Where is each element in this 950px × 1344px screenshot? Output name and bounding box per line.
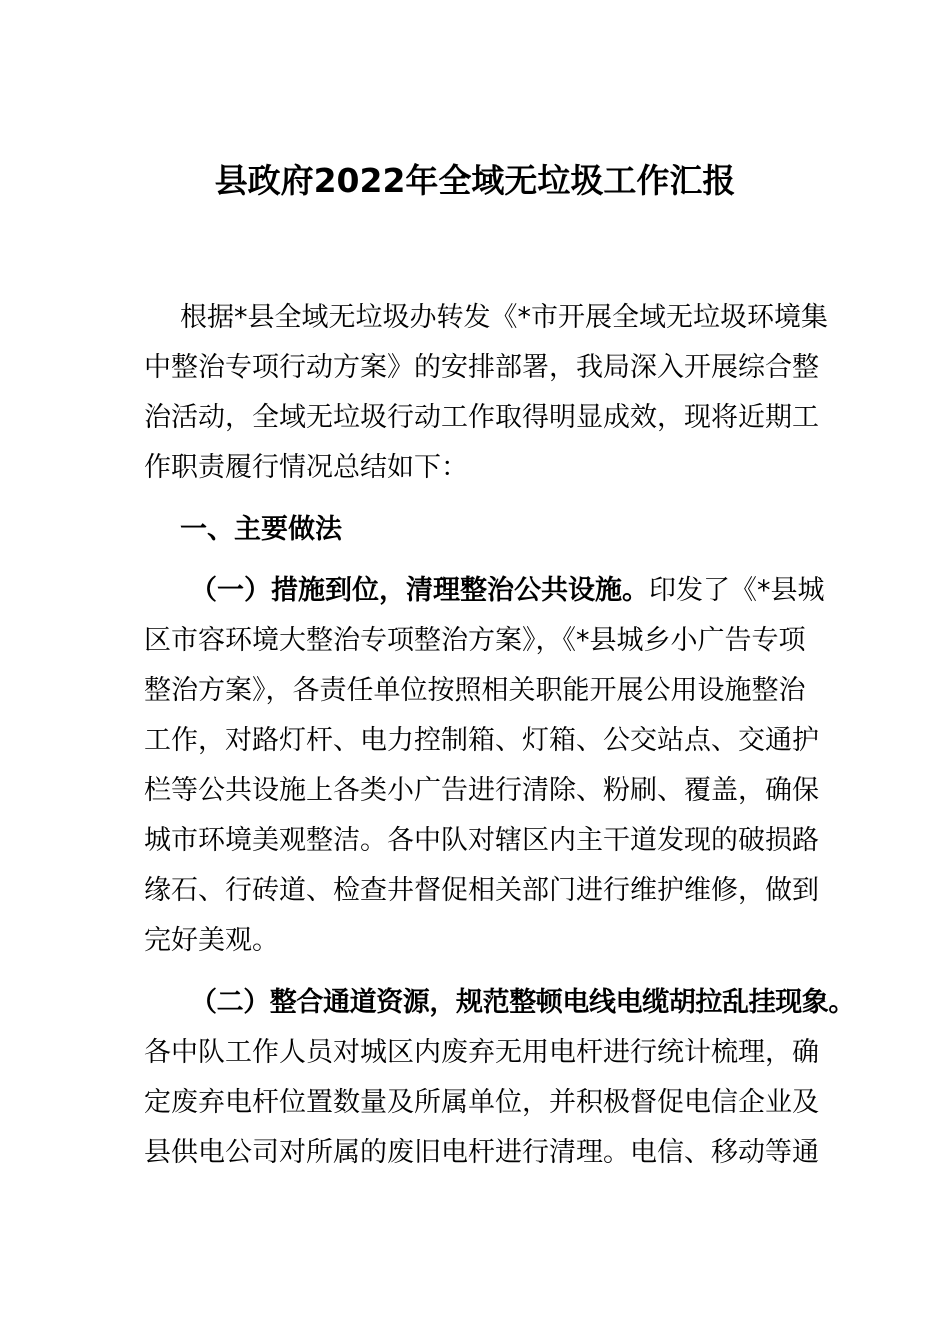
- document-title: 县政府2022年全域无垃圾工作汇报: [214, 161, 736, 200]
- intro-line-2: 中整治专项行动方案》的安排部署，我局深入开展综合整: [144, 352, 819, 383]
- item1-heading: （一）措施到位，清理整治公共设施。: [190, 575, 649, 606]
- item2-line-3: 定废弃电杆位置数量及所属单位，并积极督促电信企业及: [144, 1087, 819, 1118]
- item1-line-6: 城市环境美观整洁。各中队对辖区内主干道发现的破损路: [144, 825, 819, 856]
- item1-line-2: 区市容环境大整治专项整治方案》，《*县城乡小广告专项: [144, 625, 806, 656]
- item1-line-7: 缘石、行砖道、检查井督促相关部门进行维护维修，做到: [144, 875, 819, 906]
- item2-line-2: 各中队工作人员对城区内废弃无用电杆进行统计梳理，确: [144, 1037, 819, 1068]
- item2-heading: （二）整合通道资源，规范整顿电线电缆胡拉乱挂现象。: [190, 987, 855, 1018]
- section-heading-main-practices: 一、主要做法: [180, 514, 342, 545]
- item2-line-4: 县供电公司对所属的废旧电杆进行清理。电信、移动等通: [144, 1137, 819, 1168]
- item1-line-3: 整治方案》，各责任单位按照相关职能开展公用设施整治: [144, 675, 806, 706]
- intro-line-4: 作职责履行情况总结如下：: [144, 452, 468, 483]
- item1-line-5: 栏等公共设施上各类小广告进行清除、粉刷、覆盖，确保: [144, 775, 819, 806]
- item1-line-4: 工作，对路灯杆、电力控制箱、灯箱、公交站点、交通护: [144, 725, 819, 756]
- intro-line-1: 根据*县全域无垃圾办转发《*市开展全域无垃圾环境集: [180, 302, 828, 333]
- item1-line-8: 完好美观。: [144, 925, 279, 956]
- item1-first-line-rest: 印发了《*县城: [649, 575, 825, 606]
- item1-first-line: [190, 571, 890, 611]
- intro-line-3: 治活动，全域无垃圾行动工作取得明显成效，现将近期工: [144, 402, 819, 433]
